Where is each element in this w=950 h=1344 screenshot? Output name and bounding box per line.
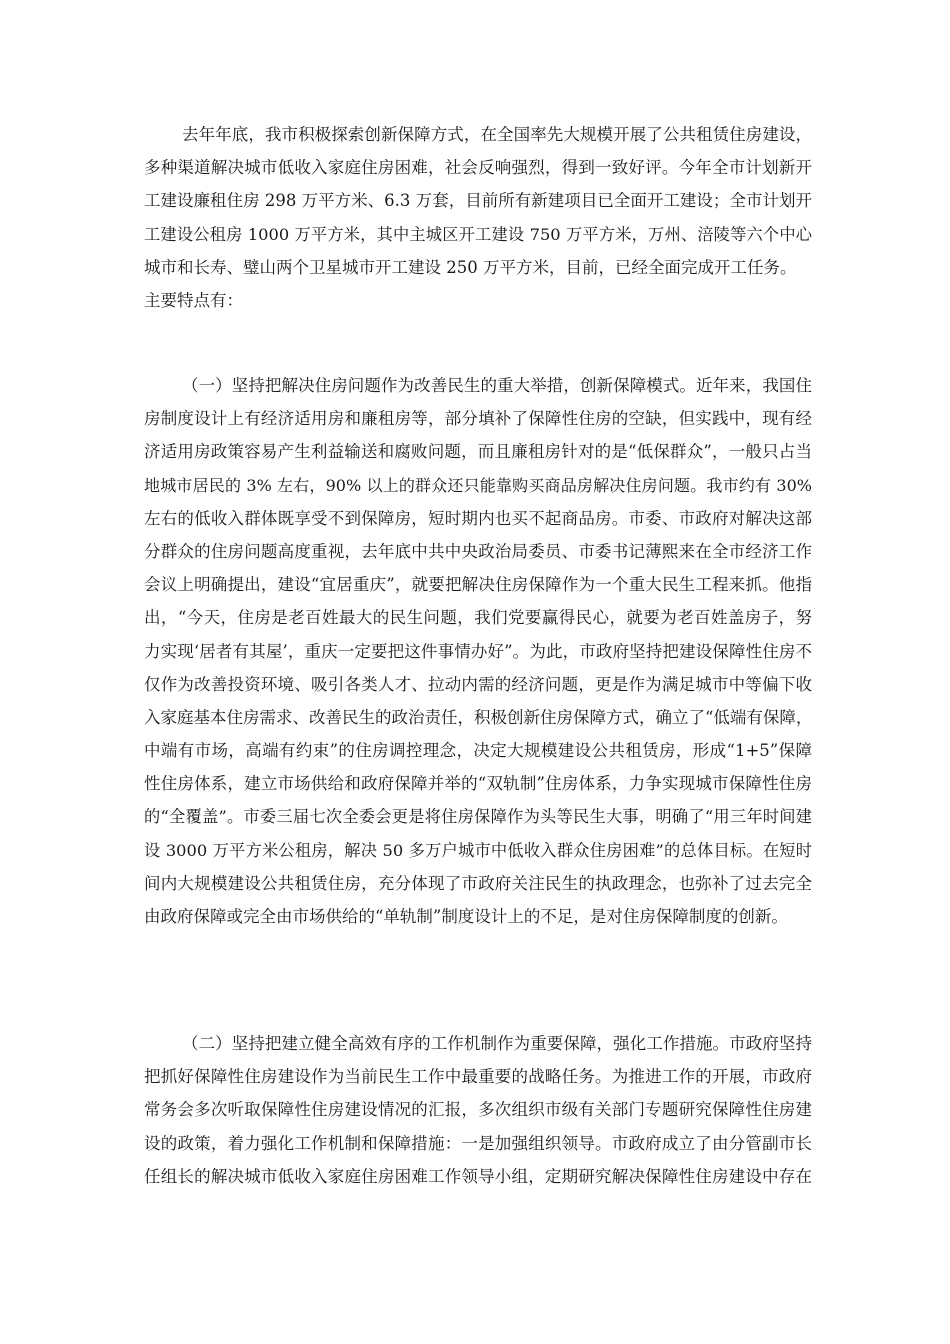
text-line: 城市和长寿、璧山两个卫星城市开工建设 250 万平方米，目前，已经全面完成开工任务。 (144, 257, 797, 277)
text-line: 中端有市场，高端有约束”的住房调控理念，决定大规模建设公共租赁房，形成“1+5”保障 (144, 741, 812, 761)
text-line: 仅作为改善投资环境、吸引各类人才、拉动内需的经济问题，更是作为满足城市中等偏下收 (144, 674, 812, 694)
text-line: 设的政策，着力强化工作机制和保障措施：一是加强组织领导。市政府成立了由分管副市长 (144, 1133, 812, 1153)
paragraph-intro (144, 118, 812, 317)
text-line: 房制度设计上有经济适用房和廉租房等，部分填补了保障性住房的空缺，但实践中，现有经 (144, 409, 812, 429)
text-line: （一）坚持把解决住房问题作为改善民生的重大举措，创新保障模式。近年来，我国住 (182, 376, 812, 395)
text-line: 设 3000 万平方米公租房，解决 50 多万户城市中低收入群众住房困难”的总体目标。在短时 (144, 840, 812, 860)
text-line: 的“全覆盖”。市委三届七次全委会更是将住房保障作为头等民生大事，明确了“用三年时间建 (144, 807, 812, 827)
text-line: 任组长的解决城市低收入家庭住房困难工作领导小组，定期研究解决保障性住房建设中存在 (144, 1166, 812, 1186)
text-line: 常务会多次听取保障性住房建设情况的汇报，多次组织市级有关部门专题研究保障性住房建 (144, 1100, 812, 1120)
text-line: 间内大规模建设公共租赁住房，充分体现了市政府关注民生的执政理念，也弥补了过去完全 (144, 873, 812, 893)
text-line: 分群众的住房问题高度重视，去年底中共中央政治局委员、市委书记薄熙来在全市经济工作 (144, 541, 812, 561)
text-line: 性住房体系，建立市场供给和政府保障并举的“双轨制”住房体系，力争实现城市保障性住房 (144, 774, 812, 794)
text-line: 由政府保障或完全由市场供给的“单轨制”制度设计上的不足，是对住房保障制度的创新。 (144, 907, 788, 926)
text-line: 济适用房政策容易产生利益输送和腐败问题，而且廉租房针对的是“低保群众”，一般只占当 (144, 442, 812, 462)
text-line: 出，“今天，住房是老百姓最大的民生问题，我们党要赢得民心，就要为老百姓盖房子，努 (144, 608, 812, 628)
text-line: 力实现‘居者有其屋’，重庆一定要把这件事情办好”。为此，市政府坚持把建设保障性住房不 (144, 641, 812, 661)
text-line: 多种渠道解决城市低收入家庭住房困难，社会反响强烈，得到一致好评。今年全市计划新开 (144, 158, 812, 178)
text-line: 入家庭基本住房需求、改善民生的政治责任，积极创新住房保障方式，确立了“低端有保障， (144, 707, 813, 727)
text-line: 地城市居民的 3% 左右，90% 以上的群众还只能靠购买商品房解决住房问题。我市约有 30% (144, 475, 812, 495)
text-line: 会议上明确提出，建设“宜居重庆”，就要把解决住房保障作为一个重大民生工程来抓。他指 (144, 575, 812, 595)
text-line: 工建设公租房 1000 万平方米，其中主城区开工建设 750 万平方米，万州、涪陵等六个中心 (144, 224, 812, 244)
text-line: 左右的低收入群体既享受不到保障房，短时期内也买不起商品房。市委、市政府对解决这部 (144, 508, 812, 528)
text-line: 主要特点有： (144, 290, 243, 310)
text-line: 工建设廉租住房 298 万平方米、6.3 万套，目前所有新建项目已全面开工建设；全市计划开 (144, 191, 812, 211)
text-line: （二）坚持把建立健全高效有序的工作机制作为重要保障，强化工作措施。市政府坚持 (182, 1034, 812, 1053)
text-line: 把抓好保障性住房建设作为当前民生工作中最重要的战略任务。为推进工作的开展，市政府 (144, 1067, 812, 1087)
text-line: 去年年底，我市积极探索创新保障方式，在全国率先大规模开展了公共租赁住房建设， (182, 125, 812, 144)
paragraph-section-one (144, 369, 812, 933)
paragraph-section-two (144, 1027, 812, 1193)
